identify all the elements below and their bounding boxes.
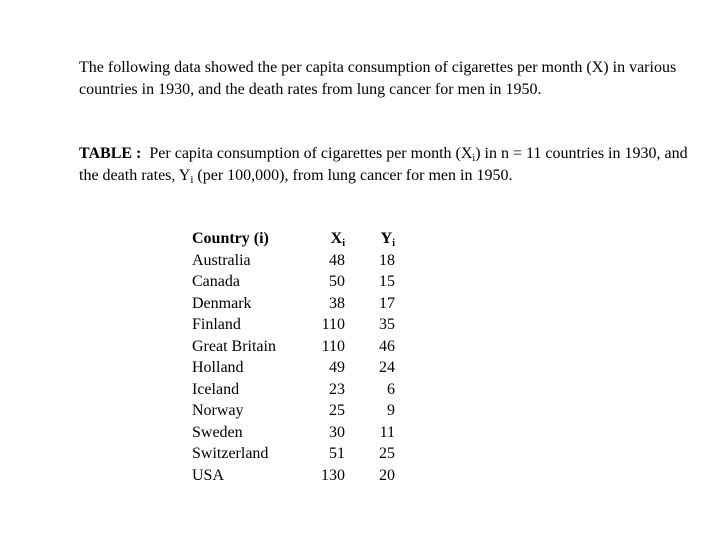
caption-part-1: Per capita consumption of cigarettes per month (X [149, 145, 473, 162]
country-cell: Holland [192, 359, 244, 376]
country-cell: Norway [192, 402, 244, 419]
header-y [347, 228, 395, 250]
intro-paragraph: The following data showed the per capita consumption of cigarettes per month (X) in various countries in 1930, and the death rates from lung cancer for men in 1950. [79, 59, 677, 98]
caption-subscript-y: i [190, 173, 194, 186]
table-row [189, 400, 395, 422]
header-x-symbol: X [330, 230, 343, 247]
x-value-cell: 110 [321, 316, 345, 333]
table-row [189, 271, 395, 293]
data-table [189, 228, 395, 486]
table-row [189, 379, 395, 401]
y-value-cell: 20 [379, 466, 395, 484]
caption-part-3: (per 100,000), from lung cancer for men in 1950. [193, 166, 513, 184]
country-cell: Australia [192, 251, 251, 269]
y-value-cell: 25 [379, 445, 395, 462]
x-value-cell: 49 [329, 359, 345, 376]
table-row [189, 336, 395, 358]
x-value-cell: 50 [329, 273, 345, 290]
country-cell: Great Britain [192, 337, 276, 355]
y-value-cell: 11 [379, 423, 395, 441]
caption-subscript-x: i [472, 153, 476, 164]
table-row [189, 250, 395, 272]
x-value-cell: 30 [329, 423, 345, 441]
y-value-cell: 46 [379, 337, 395, 355]
header-x [312, 228, 347, 250]
country-cell: Iceland [192, 380, 240, 398]
x-value-cell: 51 [329, 445, 345, 462]
table-row [189, 357, 395, 379]
y-value-cell: 17 [379, 294, 395, 312]
x-value-cell: 130 [321, 466, 345, 484]
x-value-cell: 110 [321, 337, 345, 355]
y-value-cell: 15 [379, 273, 395, 290]
country-cell: Sweden [192, 423, 243, 441]
table-caption [79, 143, 689, 186]
country-cell: Switzerland [192, 445, 269, 462]
country-cell: Canada [192, 273, 240, 290]
y-value-cell: 35 [379, 316, 395, 333]
header-y-symbol: Y [380, 230, 393, 247]
country-cell: USA [192, 466, 225, 484]
table-label: TABLE : [79, 145, 142, 162]
y-value-cell: 18 [379, 251, 395, 269]
table-row [189, 465, 395, 487]
x-value-cell: 23 [329, 380, 345, 398]
table-row [189, 293, 395, 315]
x-value-cell: 48 [329, 251, 345, 269]
country-cell: Finland [192, 316, 241, 333]
x-value-cell: 25 [329, 402, 345, 419]
table-row [189, 314, 395, 336]
table-header-row [189, 228, 395, 250]
x-value-cell: 38 [329, 294, 345, 312]
table-row [189, 443, 395, 465]
country-cell: Denmark [192, 294, 252, 312]
table-row [189, 422, 395, 444]
header-x-subscript: i [342, 238, 345, 249]
y-value-cell: 9 [387, 402, 395, 419]
caption-part-2: ) in n = 11 countries in 1930, and the death rates, Y [79, 145, 688, 184]
header-y-subscript: i [392, 238, 395, 249]
header-country: Country (i) [192, 230, 269, 247]
table-body [189, 250, 395, 487]
y-value-cell: 24 [379, 359, 395, 376]
y-value-cell: 6 [387, 380, 395, 398]
